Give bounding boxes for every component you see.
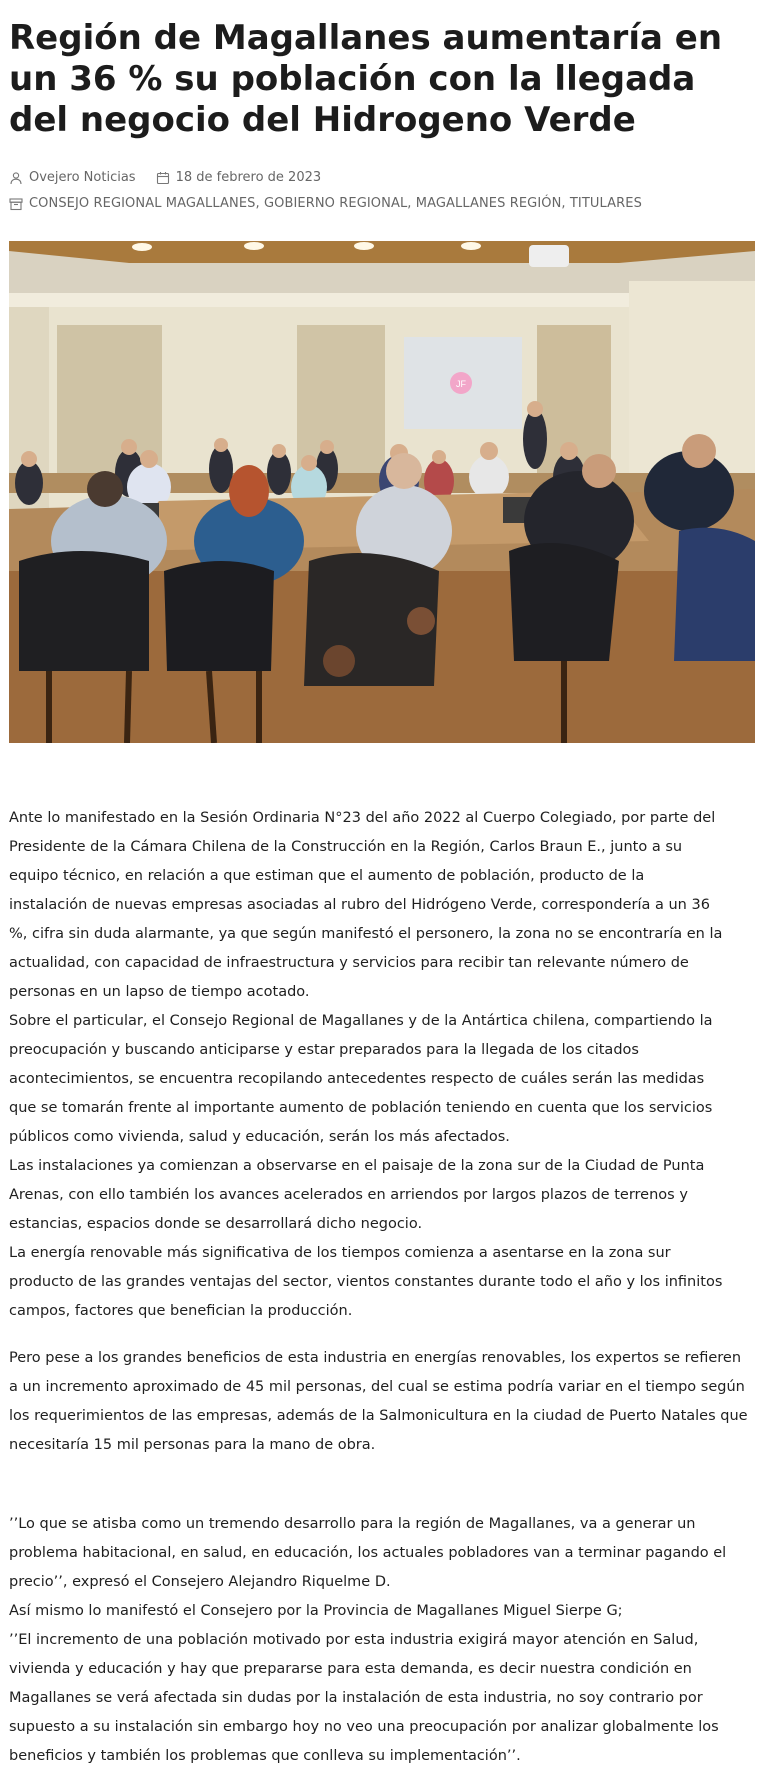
calendar-icon: [156, 171, 170, 185]
paragraph-2: Sobre el particular, el Consejo Regional de Magallanes y de la Antártica chilena, compartiendo la preocupación y buscando anticiparse y estar preparados para la llegada de los citados acontecimientos, se encuentra recopilando antecedentes respecto de cuáles serán las medidas que se tomarán frente al importante aumento de población teniendo en cuenta que los servicios públicos como vivienda, salud y educación, serán los más afectados.: [9, 1013, 713, 1145]
paragraph-5: Pero pese a los grandes beneficios de esta industria en energías renovables, los expertos se refieren a un incremento aproximado de 45 mil personas, del cual se estima podría variar en el tiempo según los requerimientos de las empresas, además de la Salmonicultura en la ciudad de Puerto Natales que necesitaría 15 mil personas para la mano de obra.: [9, 1350, 748, 1453]
post-date[interactable]: 18 de febrero de 2023: [175, 170, 322, 185]
meeting-photo: [9, 241, 755, 743]
article-body-part-1: [9, 804, 724, 1326]
category-links[interactable]: CONSEJO REGIONAL MAGALLANES, GOBIERNO REGIONAL, MAGALLANES REGIÓN, TITULARES: [29, 196, 642, 211]
author-link[interactable]: Ovejero Noticias: [29, 170, 136, 185]
article-meta: [9, 169, 321, 187]
paragraph-4: La energía renovable más significativa de los tiempos comienza a asentarse en la zona sur producto de las grandes ventajas del sector, vientos constantes durante todo el año y los infinitos campos, factores que benefician la producción.: [9, 1245, 723, 1319]
article-body-part-3: [9, 1510, 754, 1771]
archive-icon: [9, 197, 23, 211]
article-categories-row: [9, 195, 642, 213]
article-title: Región de Magallanes aumentaría en un 36 % su población con la llegada del negocio del Hidrogeno Verde: [9, 18, 723, 140]
user-icon: [9, 171, 23, 185]
paragraph-3: Las instalaciones ya comienzan a observarse en el paisaje de la zona sur de la Ciudad de Punta Arenas, con ello también los avances acelerados en arriendos por largos plazos de terrenos y estancias, espacios donde se desarrollará dicho negocio.: [9, 1158, 705, 1232]
paragraph-8: ’’El incremento de una población motivado por esta industria exigirá mayor atención en Salud, vivienda y educación y hay que prepararse para esta demanda, es decir nuestra condición en Magallanes se verá afectada sin dudas por la instalación de esta industria, no soy contrario por supuesto a su instalación sin embargo hoy no veo una preocupación por analizar globalmente los beneficios y también los problemas que conlleva su implementación’’.: [9, 1632, 719, 1764]
article-body-part-2: [9, 1344, 754, 1460]
featured-image: [9, 241, 755, 743]
paragraph-1: Ante lo manifestado en la Sesión Ordinaria N°23 del año 2022 al Cuerpo Colegiado, por parte del Presidente de la Cámara Chilena de la Construcción en la Región, Carlos Braun E., junto a su equipo técnico, en relación a que estiman que el aumento de población, producto de la instalación de nuevas empresas asociadas al rubro del Hidrógeno Verde, correspondería a un 36 %, cifra sin duda alarmante, ya que según manifestó el personero, la zona no se encontraría en la actualidad, con capacidad de infraestructura y servicios para recibir tan relevante número de personas en un lapso de tiempo acotado.: [9, 810, 723, 1000]
projection-badge: JF: [456, 379, 466, 389]
paragraph-7: Así mismo lo manifestó el Consejero por la Provincia de Magallanes Miguel Sierpe G;: [9, 1603, 623, 1619]
paragraph-6: ’’Lo que se atisba como un tremendo desarrollo para la región de Magallanes, va a generar un problema habitacional, en salud, en educación, los actuales pobladores van a terminar pagando el precio’’, expresó el Consejero Alejandro Riquelme D.: [9, 1516, 727, 1590]
